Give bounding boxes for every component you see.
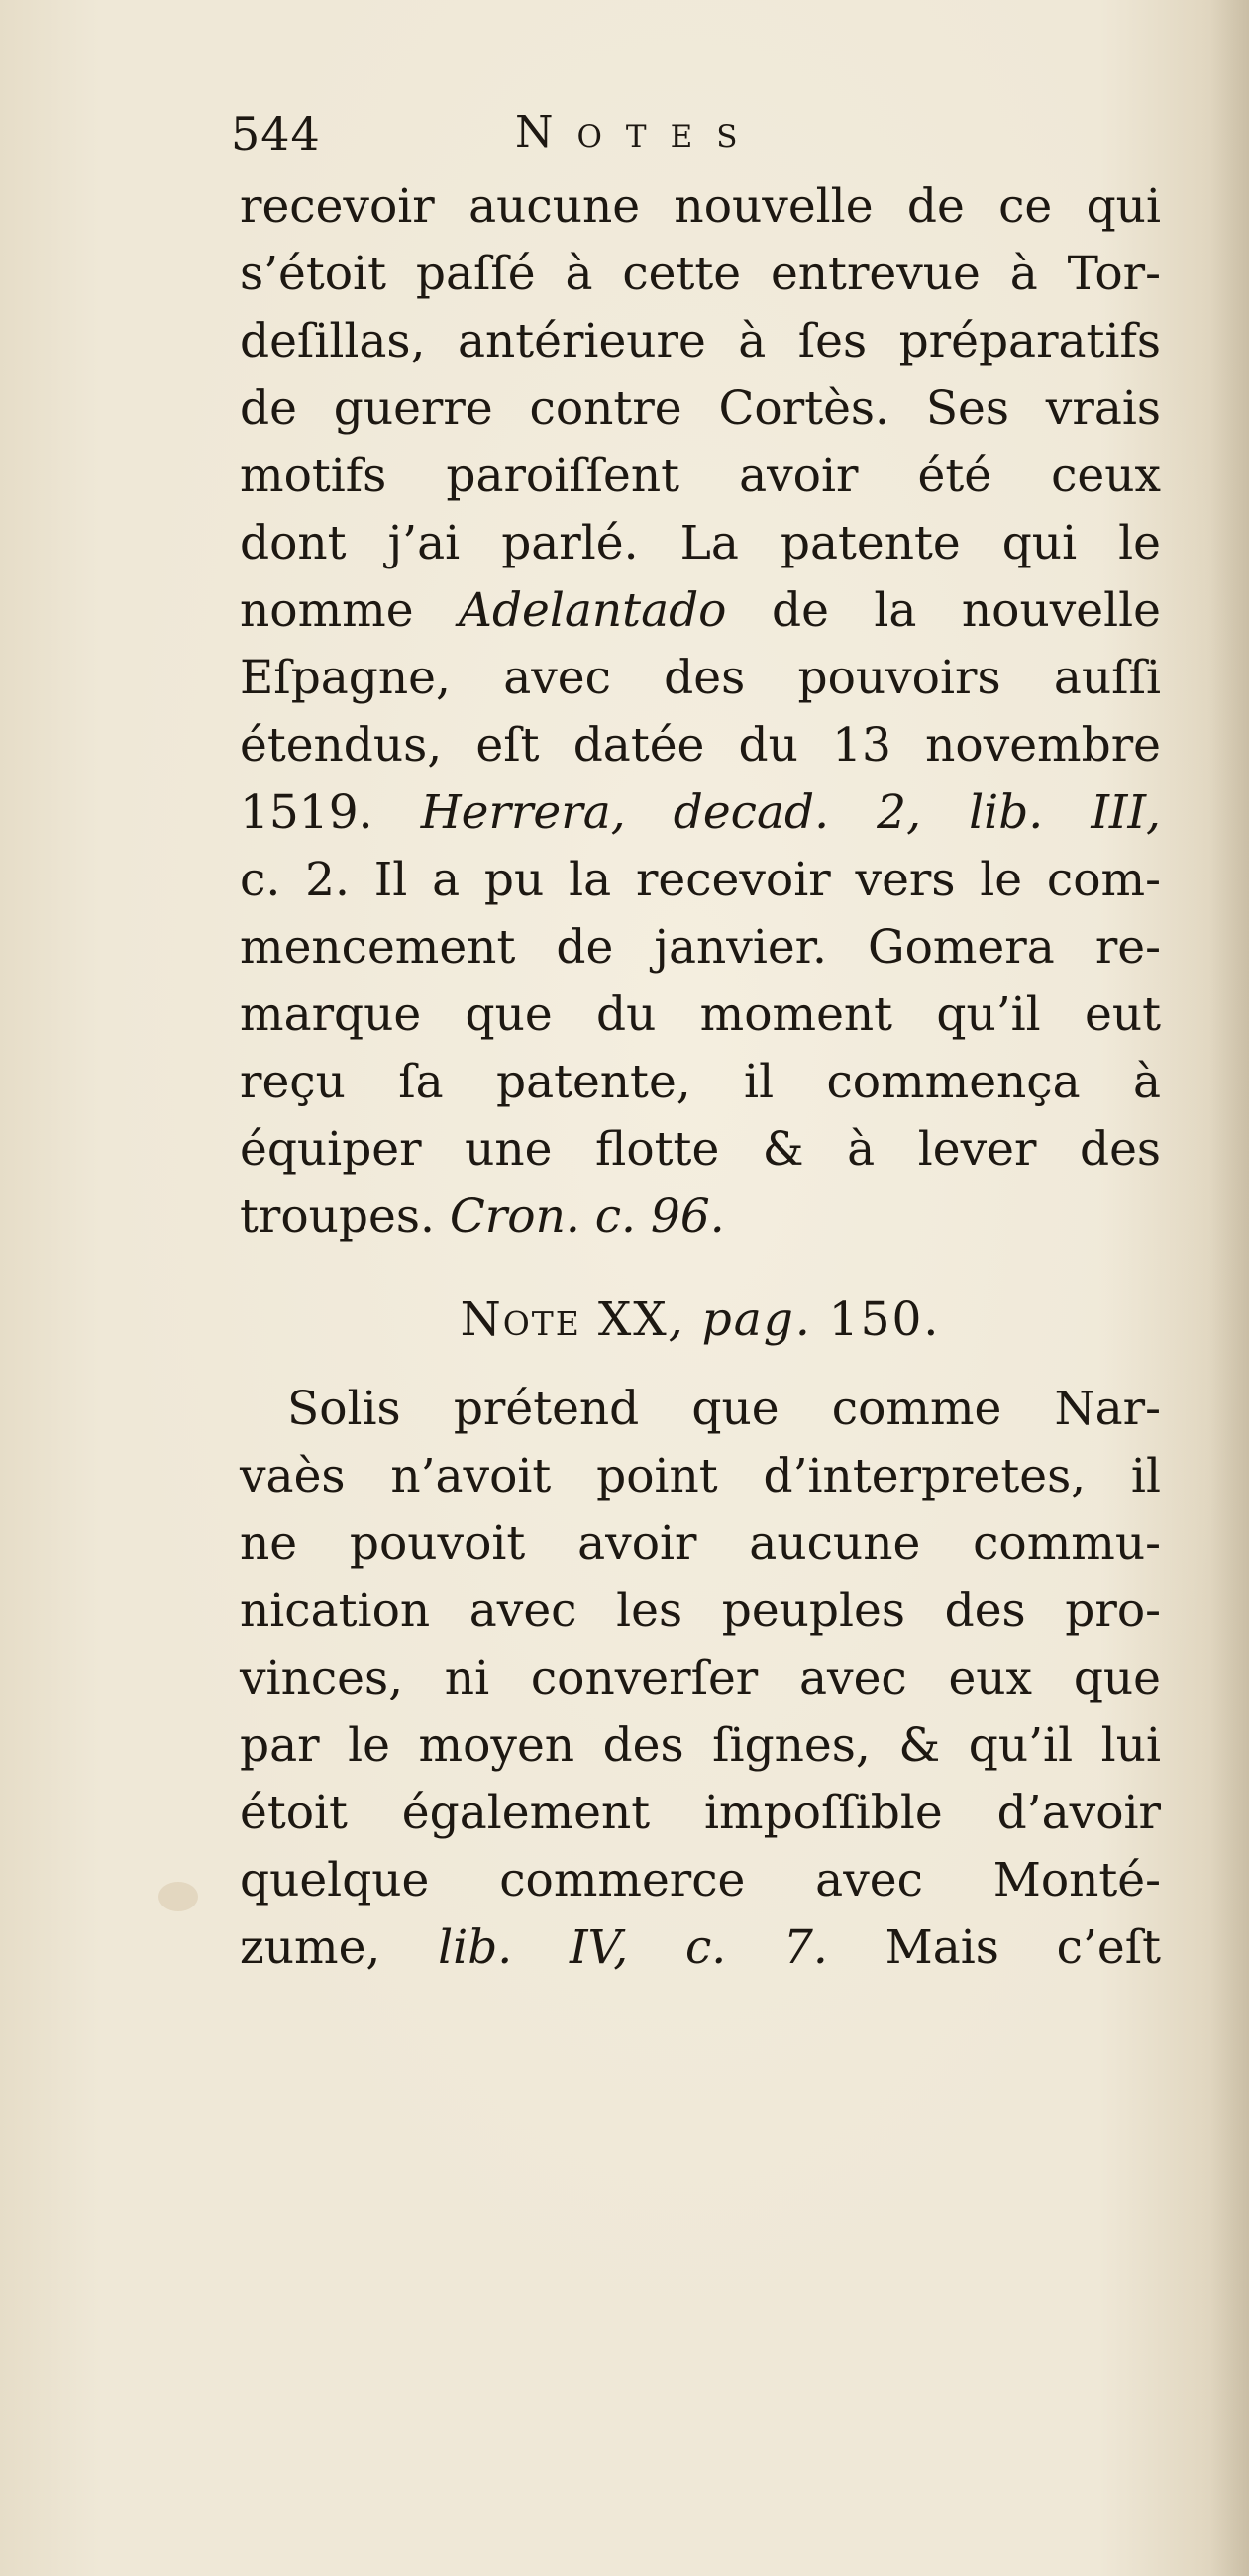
- text-line: ne pouvoit avoir aucune commu-: [240, 1516, 1161, 1571]
- text-line: dont j’ai parlé. La patente qui le: [240, 516, 1161, 570]
- citation: Cron. c. 96.: [449, 1189, 725, 1244]
- text-segment: troupes.: [240, 1189, 435, 1244]
- text-line: équiper une flotte & à lever des: [240, 1122, 1161, 1177]
- text-line: [240, 1184, 1161, 1251]
- text-line: mencement de janvier. Gomera re-: [240, 920, 1161, 975]
- citation: lib. IV, c. 7.: [438, 1920, 828, 1975]
- text-segment: 1519.: [240, 785, 373, 840]
- text-line: par le moyen des ſignes, & qu’il lui: [240, 1718, 1161, 1773]
- text-segment: de la nouvelle: [771, 583, 1161, 638]
- note-heading: [240, 1273, 1161, 1368]
- text-line: de guerre contre Cortès. Ses vrais: [240, 381, 1161, 436]
- note-number: XX: [580, 1292, 669, 1347]
- text-line: deſillas, antérieure à ſes préparatifs: [240, 314, 1161, 368]
- note-label: Note: [460, 1292, 581, 1347]
- text-line: recevoir aucune nouvelle de ce qui: [240, 179, 1161, 234]
- italic-term: Adelantado: [459, 583, 727, 638]
- text-line: Solis prétend que comme Nar-: [287, 1382, 1161, 1436]
- text-line: motifs paroiſſent avoir été ceux: [240, 449, 1161, 503]
- text-line: s’étoit paſſé à cette entrevue à Tor-: [240, 247, 1161, 301]
- text-line: vaès n’avoit point d’interpretes, il: [240, 1449, 1161, 1503]
- text-line: étoit également impoſſible d’avoir: [240, 1786, 1161, 1840]
- note-page-number: 150.: [811, 1292, 941, 1347]
- text-segment: Mais c’eſt: [885, 1920, 1161, 1975]
- text-line: [240, 577, 1161, 645]
- note-page-ref: , pag.: [668, 1292, 812, 1347]
- text-line: étendus, eſt datée du 13 novembre: [240, 718, 1161, 773]
- text-segment: zume,: [240, 1920, 381, 1975]
- paper-stain: [158, 1882, 198, 1911]
- text-line: marque que du moment qu’il eut: [240, 987, 1161, 1042]
- text-line: c. 2. Il a pu la recevoir vers le com-: [240, 853, 1161, 907]
- text-line: nication avec les peuples des pro-: [240, 1584, 1161, 1638]
- page-header: [231, 107, 1122, 166]
- text-line: vinces, ni converſer avec eux que: [240, 1651, 1161, 1705]
- text-line: [240, 779, 1161, 847]
- text-line: [240, 1914, 1161, 1982]
- gutter-shadow: [1209, 0, 1249, 2576]
- text-line: reçu ſa patente, il commença à: [240, 1055, 1161, 1109]
- page-number: 544: [231, 107, 321, 160]
- running-head: Notes: [515, 107, 762, 157]
- text-line: Eſpagne, avec des pouvoirs auſſi: [240, 651, 1161, 705]
- page-body: [240, 173, 1161, 1982]
- text-line: quelque commerce avec Monté-: [240, 1853, 1161, 1907]
- citation: Herrera, decad. 2, lib. III,: [420, 785, 1161, 840]
- paragraph-2: [240, 1376, 1161, 1982]
- text-segment: nomme: [240, 583, 414, 638]
- paragraph-1: [240, 173, 1161, 1251]
